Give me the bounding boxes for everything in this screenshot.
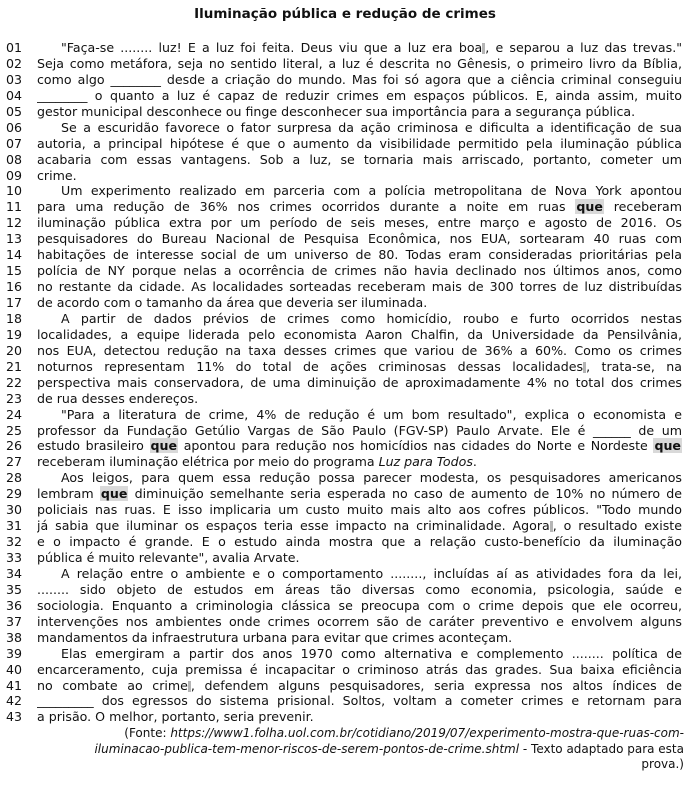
source-line-1	[34, 726, 684, 742]
line-text: autoria, a principal hipótese é que o aumento da visibilidade permitido pela iluminação pública	[37, 135, 682, 151]
text-line	[6, 375, 682, 391]
text-line	[6, 359, 682, 375]
line-number: 38	[6, 629, 23, 645]
line-number: 16	[6, 279, 23, 295]
line-number: 31	[6, 518, 23, 534]
line-text: de rua desses endereços.	[37, 390, 199, 406]
line-number: 13	[6, 231, 23, 247]
line-text: encarceramento, cuja premissa é incapacitar o criminoso atrás das grades. Sua baixa eficiência	[37, 661, 682, 677]
line-text: iluminação pública extra por um período de seis meses, entre março e agosto de 2016. Os	[37, 215, 682, 231]
document-title: Iluminação pública e redução de crimes	[194, 6, 496, 22]
numbered-text-body	[6, 40, 682, 725]
highlighted-word: que	[654, 438, 681, 454]
line-number: 01	[6, 40, 23, 55]
program-name: Luz para Todos	[378, 454, 473, 470]
line-text: localidades, a equipe liderada pelo economista Aaron Chalfin, da Universidade da Pensilvânia,	[37, 326, 682, 342]
line-number: 17	[6, 295, 23, 310]
line-text: gestor municipal desconhece ou finge desconhecer sua importância para a segurança pública.	[37, 103, 636, 119]
line-number: 40	[6, 661, 23, 677]
line-text: ........ sido objeto de estudos em áreas tão diversas como economia, psicologia, saúde e	[37, 581, 682, 597]
text-line	[6, 183, 682, 199]
line-number: 32	[6, 534, 23, 550]
line-text: já sabia que iluminar os espaços teria esse impacto na criminalidade. Agora , o resultado existe	[37, 518, 682, 534]
highlighted-word: que	[576, 199, 603, 215]
text-line	[6, 518, 682, 534]
text-line	[6, 566, 682, 582]
line-text: Um experimento realizado em parceria com a polícia metropolitana de Nova York apontou	[61, 183, 682, 199]
line-text: ________ o quanto a luz é capaz de reduzir crimes em espaços públicos. E, ainda assim, muito	[37, 87, 682, 103]
line-number: 15	[6, 263, 23, 279]
text-line	[6, 582, 682, 598]
line-text: pública é muito relevante", avalia Arvate.	[37, 550, 300, 565]
line-text: pesquisadores do Bureau Nacional de Pesquisa Econômica, nos EUA, sortearam 40 ruas com	[37, 231, 682, 247]
source-suffix-end: prova.)	[641, 757, 684, 771]
line-text: e o impacto é grande. E o estudo ainda mostra que a relação custo-benefício da iluminação	[37, 534, 682, 550]
line-number: 07	[6, 135, 23, 151]
source-line-3	[34, 757, 684, 773]
line-text: perspectiva mais conservadora, de uma diminuição de aproximadamente 4% no total dos crimes	[37, 374, 682, 390]
text-line	[6, 136, 682, 152]
line-number: 20	[6, 342, 23, 358]
text-line	[6, 279, 682, 295]
text-line	[6, 486, 682, 502]
line-number: 30	[6, 502, 23, 518]
text-line	[6, 343, 682, 359]
line-text: crime.	[37, 167, 77, 183]
source-url-part-1: https://www1.folha.uol.com.br/cotidiano/2019/07/experimento-mostra-que-ruas-com-	[170, 726, 684, 740]
line-number: 06	[6, 119, 23, 135]
text-line	[6, 72, 682, 88]
line-number: 25	[6, 422, 23, 438]
source-prefix: (Fonte:	[124, 726, 171, 740]
line-number: 02	[6, 55, 23, 71]
source-citation	[34, 726, 684, 773]
line-text: "Para a literatura de crime, 4% de redução é um bom resultado", explica o economista e	[61, 406, 682, 422]
source-line-2	[34, 742, 684, 758]
line-number: 14	[6, 247, 23, 263]
line-number: 19	[6, 326, 23, 342]
line-number: 29	[6, 486, 23, 502]
text-line	[6, 407, 682, 423]
line-number: 23	[6, 390, 23, 406]
line-number: 12	[6, 215, 23, 231]
text-line	[6, 550, 682, 566]
text-line	[6, 231, 682, 247]
line-text: habitações de interesse social de um universo de 80. Todas eram consideradas prioritárias pela	[37, 247, 682, 263]
text-line	[6, 534, 682, 550]
text-line	[6, 104, 682, 120]
line-number: 08	[6, 151, 23, 167]
highlighted-word: que	[150, 438, 178, 454]
text-line	[6, 263, 682, 279]
line-text: de acordo com o tamanho da área que deveria ser iluminada.	[37, 295, 428, 310]
line-text: Seja como metáfora, seja no sentido literal, a luz é descrita no Gênesis, o primeiro livro da Bíblia,	[37, 55, 682, 71]
text-line	[6, 247, 682, 263]
comma-marker	[583, 362, 586, 373]
line-number: 43	[6, 709, 23, 725]
line-number: 26	[6, 438, 23, 454]
line-text: professor da Fundação Getúlio Vargas de São Paulo (FGV-SP) Paulo Arvate. Ele é ______ de um	[37, 422, 682, 438]
line-number: 28	[6, 470, 23, 486]
comma-marker	[550, 521, 553, 532]
line-text: A relação entre o ambiente e o comportamento ........, incluídas aí as atividades fora da lei,	[61, 565, 682, 581]
line-number: 34	[6, 565, 23, 581]
line-text: mandamentos da infraestrutura urbana para evitar que crimes aconteçam.	[37, 629, 513, 645]
text-line	[6, 215, 682, 231]
line-text: no combate ao crime , defendem alguns pesquisadores, seria expressa nos altos índices de	[37, 677, 682, 693]
line-text: Aos leigos, para quem essa redução possa parecer modesta, os pesquisadores americanos	[61, 470, 682, 486]
text-line	[6, 152, 682, 168]
line-number: 35	[6, 581, 23, 597]
source-suffix: - Texto adaptado para esta	[519, 741, 684, 756]
line-text: acabaria com essas vantagens. Sob a luz, se tornaria mais arriscado, portanto, cometer um	[37, 151, 682, 167]
line-text: "Faça-se ........ luz! E a luz foi feita. Deus viu que a luz era boa , e separou a luz das trevas."	[61, 40, 682, 55]
line-number: 42	[6, 693, 23, 709]
text-line	[6, 614, 682, 630]
line-number: 24	[6, 406, 23, 422]
text-line	[6, 423, 682, 439]
comma-marker	[188, 681, 191, 692]
line-text: Elas emergiram a partir dos anos 1970 como alternativa e complemento ........ política de	[61, 645, 682, 661]
line-number: 05	[6, 103, 23, 119]
text-line	[6, 438, 682, 454]
text-line	[6, 693, 682, 709]
text-line	[6, 598, 682, 614]
line-text: a prisão. O melhor, portanto, seria prevenir.	[37, 709, 314, 725]
text-line	[6, 454, 682, 470]
text-line	[6, 327, 682, 343]
text-line	[6, 502, 682, 518]
line-number: 39	[6, 645, 23, 661]
line-number: 33	[6, 550, 23, 565]
line-number: 18	[6, 310, 23, 326]
text-line	[6, 391, 682, 407]
line-number: 03	[6, 71, 23, 87]
line-text: estudo brasileiro que apontou para redução nos homicídios nas cidades do Norte e Nordeste que	[37, 438, 681, 454]
comma-marker	[482, 43, 485, 54]
line-number: 21	[6, 358, 23, 374]
text-line	[6, 709, 682, 725]
text-line	[6, 678, 682, 694]
line-number: 10	[6, 183, 23, 199]
text-line	[6, 56, 682, 72]
text-line	[6, 470, 682, 486]
line-number: 37	[6, 613, 23, 629]
line-text: receberam iluminação elétrica por meio do programa Luz para Todos.	[37, 454, 477, 470]
line-text: no restante da cidade. As localidades sorteadas receberam mais de 300 torres de luz distribuídas	[37, 279, 682, 295]
line-text: noturnos representam 11% do total de ações criminosas dessas localidades , trata-se, na	[37, 358, 682, 374]
text-line	[6, 199, 682, 215]
line-text: como algo ________ desde a criação do mundo. Mas foi só agora que a ciência criminal conseguiu	[37, 71, 682, 87]
line-text: policiais nas ruas. E isso implicaria um custo muito mais alto aos cofres públicos. "Todo mundo	[37, 502, 682, 518]
text-line	[6, 630, 682, 646]
line-number: 41	[6, 677, 23, 693]
line-number: 11	[6, 199, 23, 215]
text-line	[6, 88, 682, 104]
line-text: intervenções nos ambientes onde crimes ocorrem são de caráter preventivo e envolvem alguns	[37, 613, 682, 629]
line-text: sociologia. Enquanto a criminologia clássica se preocupa com o crime depois que ele ocorreu,	[37, 597, 682, 613]
line-text: _________ dos egressos do sistema prisional. Soltos, voltam a cometer crimes e retornam para	[37, 693, 682, 709]
highlighted-word: que	[100, 486, 128, 502]
line-number: 04	[6, 87, 23, 103]
line-text: nos EUA, detectou redução na taxa desses crimes que variou de 36% a 60%. Como os crimes	[37, 342, 682, 358]
line-number: 09	[6, 167, 23, 183]
line-number: 22	[6, 374, 23, 390]
line-text: A partir de dados prévios de crimes como homicídio, roubo e furto ocorridos nestas	[61, 310, 682, 326]
line-text: Se a escuridão favorece o fator surpresa da ação criminosa e dificulta a identificação de sua	[61, 119, 682, 135]
line-text: polícia de NY porque nelas a ocorrência de crimes não havia declinado nos últimos anos, como	[37, 263, 682, 279]
text-line	[6, 646, 682, 662]
line-text: lembram que diminuição semelhante seria esperada no caso de aumento de 10% no número de	[37, 486, 682, 502]
source-url-part-2: iluminacao-publica-tem-menor-riscos-de-serem-pontos-de-crime.shtml	[94, 741, 520, 756]
line-number: 36	[6, 597, 23, 613]
line-text: para uma redução de 36% nos crimes ocorridos durante a noite em ruas que receberam	[37, 199, 682, 215]
text-line	[6, 295, 682, 311]
text-line	[6, 311, 682, 327]
text-line	[6, 662, 682, 678]
line-number: 27	[6, 454, 23, 470]
text-line	[6, 40, 682, 56]
text-line	[6, 168, 682, 184]
text-line	[6, 120, 682, 136]
